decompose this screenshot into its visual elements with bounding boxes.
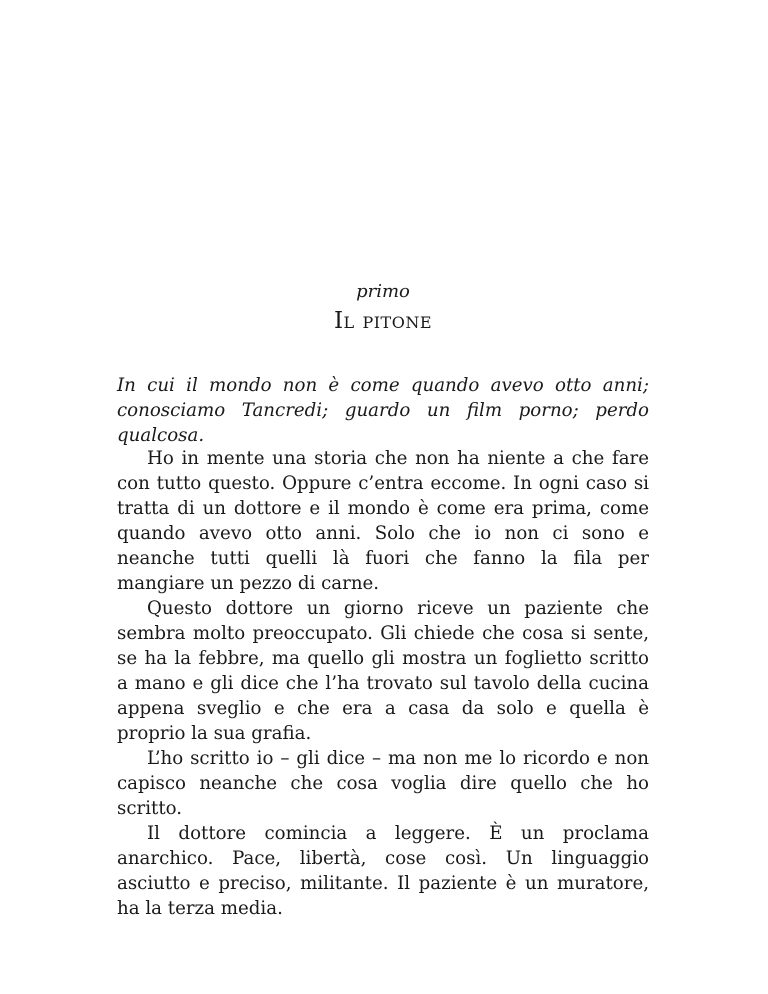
chapter-title: Il pitone	[333, 308, 433, 334]
paragraph: Il dottore comincia a leggere. È un proclama anarchico. Pace, libertà, cose così. Un linguaggio asciutto e preciso, militante. Il paziente è un muratore, ha la terza media.	[117, 823, 649, 919]
chapter-summary: In cui il mondo non è come quando avevo otto anni; conosciamo Tancredi; guardo un film porno; perdo qualcosa.	[117, 375, 649, 446]
chapter-body	[117, 446, 649, 921]
paragraph: L’ho scritto io – gli dice – ma non me lo ricordo e non capisco neanche che cosa voglia dire quello che ho scritto.	[117, 748, 649, 819]
paragraph: Questo dottore un giorno riceve un paziente che sembra molto preoccupato. Gli chiede che cosa si sente, se ha la febbre, ma quello gli mostra un foglietto scritto a mano e gli dice che l’ha trovato sul tavolo della cucina appena sveglio e che era a casa da solo e quella è proprio la sua grafia.	[117, 598, 649, 744]
chapter-number-label: primo	[356, 281, 410, 302]
paragraph: Ho in mente una storia che non ha niente a che fare con tutto questo. Oppure c’entra eccome. In ogni caso si tratta di un dottore e il mondo è come era prima, come quando avevo otto anni. Solo che io non ci sono e neanche tutti quelli là fuori che fanno la fila per mangiare un pezzo di carne.	[117, 448, 649, 594]
book-page	[117, 0, 649, 994]
